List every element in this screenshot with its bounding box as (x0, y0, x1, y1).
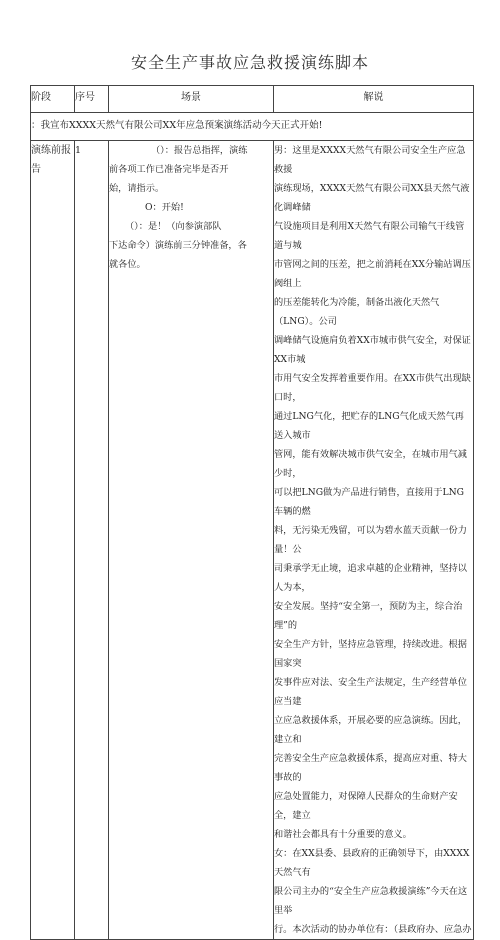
scene-cell (109, 141, 274, 940)
desc-line: 的压差能转化为冷能，制备出液化天然气（LNG）。公司 (274, 297, 440, 327)
desc-line: 演练现场，XXXX天然气有限公司XX县天然气液化调峰储 (274, 183, 470, 213)
desc-line: 气设施项目是利用X天然气有限公司输气干线管道与城 (274, 221, 465, 251)
scene-line: （）：报告总指挥，演练 (151, 145, 248, 156)
table-row (31, 141, 474, 940)
header-no: 序号 (75, 86, 109, 113)
announce-text: ：我宣布XXXX天然气有限公司XX年应急预案演练活动今天正式开始! (31, 113, 474, 141)
desc-line: 管网，能有效解决城市供气安全，在城市用气减少时， (274, 449, 467, 479)
number-cell: 1 (75, 141, 109, 940)
desc-line: 完善安全生产应急救援体系，提高应对重、特大事故的 (274, 753, 467, 783)
scene-line: 下达命令）演练前三分钟准备，各 (109, 240, 247, 251)
scene-line: 始，请指示。 (109, 183, 165, 194)
header-stage: 阶段 (31, 86, 75, 113)
scene-line: 前各项工作已准备完毕是否开 (109, 164, 229, 175)
desc-line: 安全生产方针，坚持应急管理，持续改进。根据国家突 (274, 639, 467, 669)
description-cell (274, 141, 474, 940)
desc-line: 市用气安全发挥着重要作用。在XX市供气出现缺口时， (274, 373, 471, 403)
desc-line: 发事件应对法、安全生产法规定，生产经营单位应当建 (274, 677, 467, 707)
announce-row (31, 113, 474, 141)
header-desc: 解说 (274, 86, 474, 113)
desc-line: 市管网之间的压差，把之前消耗在XX分输站调压阀组上 (274, 259, 471, 289)
desc-line: 调峰储气设施肩负着XX市城市供气安全，对保证XX市城 (274, 335, 471, 365)
desc-line: 应急处置能力，对保障人民群众的生命财产安全，建立 (274, 791, 458, 821)
desc-line: 料，无污染无残留，可以为碧水蓝天贡献一份力量！公 (274, 525, 467, 555)
desc-line: 安全发展。坚持“安全第一，预防为主，综合治理”的 (274, 601, 463, 631)
scene-line: O：开始! (145, 202, 184, 213)
header-row (31, 86, 474, 113)
desc-line: 男：这里是XXXX天然气有限公司安全生产应急救援 (274, 145, 466, 175)
desc-line: 立应急救援体系，开展必要的应急演练。因此，建立和 (274, 715, 467, 745)
desc-line: 女：在XX县委、县政府的正确领导下，由XXXX天然气有 (274, 848, 470, 878)
desc-line: 可以把LNG做为产品进行销售，直接用于LNG车辆的燃 (274, 487, 464, 517)
desc-line: 司秉承学无止境，追求卓越的企业精神，坚持以人为本， (274, 563, 467, 593)
desc-line: 和谐社会都具有十分重要的意义。 (274, 829, 412, 840)
scene-line: 就各位。 (109, 259, 146, 270)
page-title: 安全生产事故应急救援演练脚本 (130, 53, 369, 72)
header-scene: 场景 (109, 86, 274, 113)
desc-line: 限公司主办的“安全生产应急救援演练”今天在这里举 (274, 886, 468, 916)
desc-line: 通过LNG气化，把贮存的LNG气化成天然气再送入城市 (274, 411, 464, 441)
scene-line: （）：是！（向参演部队 (125, 221, 222, 232)
stage-cell: 演练前报告 (31, 141, 75, 940)
desc-line: 行。本次活动的协办单位有：（县政府办、应急办 (274, 924, 472, 935)
drill-script-table (30, 85, 474, 940)
